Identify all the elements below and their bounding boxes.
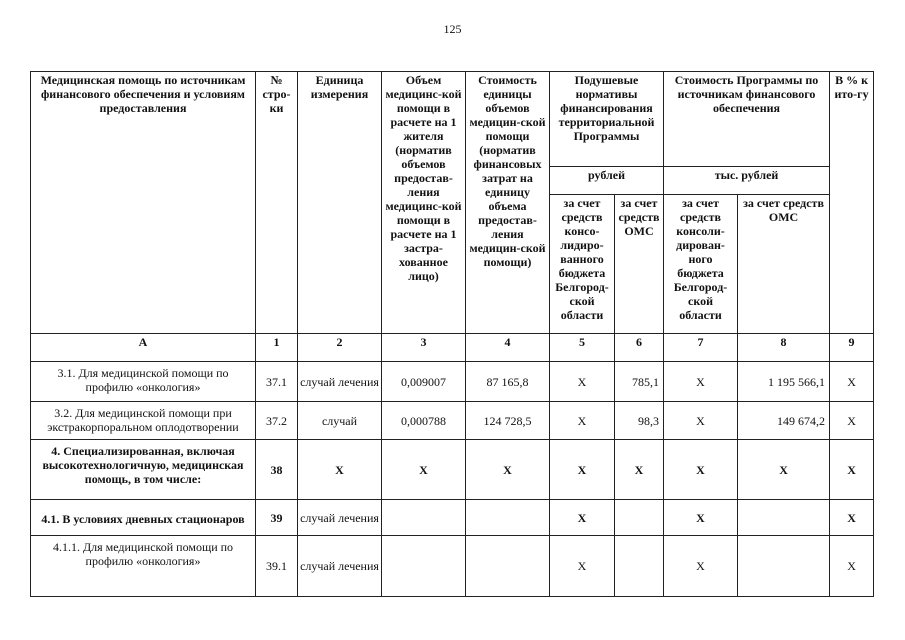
row-col5: X — [550, 362, 615, 402]
column-numbers-row — [31, 334, 874, 362]
column-number: 3 — [382, 334, 466, 362]
row-col5: X — [550, 402, 615, 440]
row-unit: случай лечения — [298, 500, 382, 536]
column-number: 6 — [615, 334, 664, 362]
row-volume — [382, 536, 466, 597]
header-oms-8: за счет средств ОМС — [738, 195, 830, 334]
row-col6: X — [615, 440, 664, 500]
row-col7: X — [664, 440, 738, 500]
table-row — [31, 440, 874, 500]
row-col6 — [615, 500, 664, 536]
row-col9: X — [830, 536, 874, 597]
row-col8 — [738, 536, 830, 597]
column-number: 8 — [738, 334, 830, 362]
row-number: 39.1 — [256, 536, 298, 597]
header-cost: Стоимость единицы объемов медицин-ской помощи (норматив финансовых затрат на единицу объема предостав-ления медицин-ской помощи) — [466, 72, 550, 334]
table-row — [31, 500, 874, 536]
header-program-cost: Стоимость Программы по источникам финансового обеспечения — [664, 72, 830, 167]
header-percent: В % к ито-гу — [830, 72, 874, 334]
row-unit: случай — [298, 402, 382, 440]
row-col7: X — [664, 500, 738, 536]
table-row — [31, 536, 874, 597]
row-number: 37.2 — [256, 402, 298, 440]
column-number: 5 — [550, 334, 615, 362]
row-col9: X — [830, 440, 874, 500]
page-number: 125 — [443, 22, 462, 36]
header-unit-rubles: рублей — [550, 167, 664, 195]
row-volume — [382, 500, 466, 536]
row-number: 38 — [256, 440, 298, 500]
row-col9: X — [830, 500, 874, 536]
column-number: 7 — [664, 334, 738, 362]
row-name: 4.1.1. Для медицинской помощи по профилю «онкология» — [31, 536, 256, 597]
header-budget-5: за счет средств консо-лидиро-ванного бюджета Белгород-ской области — [550, 195, 615, 334]
table-row — [31, 402, 874, 440]
row-name: 3.2. Для медицинской помощи при экстракорпоральном оплодотворении — [31, 402, 256, 440]
header-per-capita: Подушевые нормативы финансирования территориальной Программы — [550, 72, 664, 167]
row-col9: X — [830, 402, 874, 440]
row-volume: 0,009007 — [382, 362, 466, 402]
row-col5: X — [550, 440, 615, 500]
row-col7: X — [664, 362, 738, 402]
column-number: А — [31, 334, 256, 362]
header-budget-7: за счет средств консоли-дирован-ного бюджета Белгород-ской области — [664, 195, 738, 334]
table-row — [31, 362, 874, 402]
header-name: Медицинская помощь по источникам финансового обеспечения и условиям предоставления — [31, 72, 256, 334]
row-cost — [466, 536, 550, 597]
financing-table — [30, 71, 874, 597]
row-col5: X — [550, 536, 615, 597]
header-row-main — [31, 72, 874, 167]
row-cost — [466, 500, 550, 536]
row-col6 — [615, 536, 664, 597]
row-cost: 87 165,8 — [466, 362, 550, 402]
header-unit-thousand-rubles: тыс. рублей — [664, 167, 830, 195]
row-number: 39 — [256, 500, 298, 536]
header-unit: Единица измерения — [298, 72, 382, 334]
row-col8: X — [738, 440, 830, 500]
row-col7: X — [664, 402, 738, 440]
row-col7: X — [664, 536, 738, 597]
row-name: 4. Специализированная, включая высокотехнологичную, медицинская помощь, в том числе: — [31, 440, 256, 500]
row-col6: 785,1 — [615, 362, 664, 402]
column-number: 2 — [298, 334, 382, 362]
row-cost: 124 728,5 — [466, 402, 550, 440]
row-unit: случай лечения — [298, 536, 382, 597]
row-unit: X — [298, 440, 382, 500]
row-volume: X — [382, 440, 466, 500]
header-row-no: № стро-ки — [256, 72, 298, 334]
row-col6: 98,3 — [615, 402, 664, 440]
header-oms-6: за счет средств ОМС — [615, 195, 664, 334]
row-col9: X — [830, 362, 874, 402]
row-unit: случай лечения — [298, 362, 382, 402]
header-volume: Объем медицинс-кой помощи в расчете на 1 жителя (норматив объемов предостав-ления медицинс-кой помощи в расчете на 1 застра-хованное лицо) — [382, 72, 466, 334]
row-col8: 1 195 566,1 — [738, 362, 830, 402]
row-col5: X — [550, 500, 615, 536]
row-name: 3.1. Для медицинской помощи по профилю «онкология» — [31, 362, 256, 402]
row-cost: X — [466, 440, 550, 500]
row-name: 4.1. В условиях дневных стационаров — [31, 500, 256, 536]
row-number: 37.1 — [256, 362, 298, 402]
column-number: 1 — [256, 334, 298, 362]
row-col8: 149 674,2 — [738, 402, 830, 440]
column-number: 4 — [466, 334, 550, 362]
column-number: 9 — [830, 334, 874, 362]
row-col8 — [738, 500, 830, 536]
row-volume: 0,000788 — [382, 402, 466, 440]
